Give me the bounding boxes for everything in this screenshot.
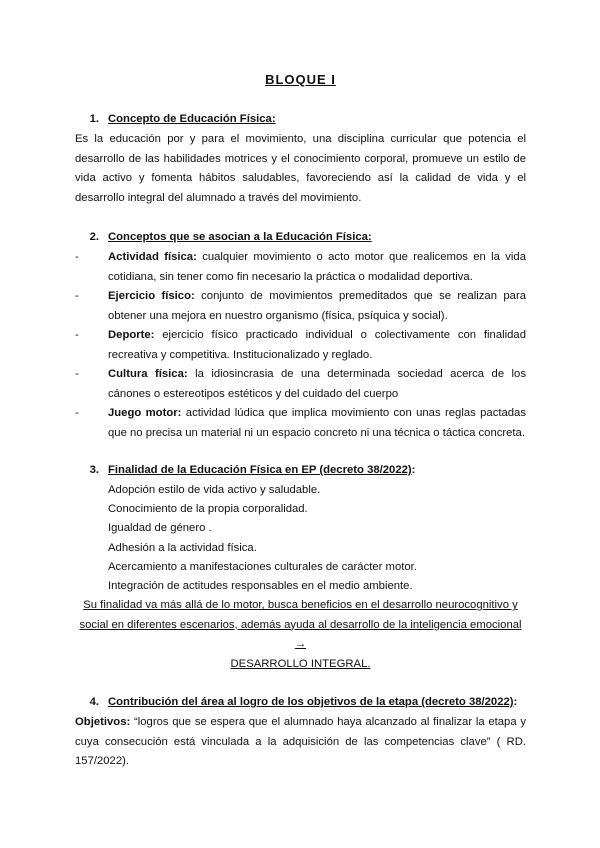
conclusion-line: social en diferentes escenarios, además ayuda al desarrollo de la inteligencia emocional → bbox=[79, 618, 522, 651]
section-number: 2. bbox=[89, 231, 99, 243]
list-item: Adopción estilo de vida activo y saludable. bbox=[108, 484, 321, 496]
section-title: Concepto de Educación Física: bbox=[108, 113, 276, 125]
list-item: Integración de actitudes responsables en el medio ambiente. bbox=[108, 580, 413, 593]
section-3-heading: 3. Finalidad de la Educación Física en EP (decreto 38/2022): bbox=[75, 461, 526, 480]
list-item: Acercamiento a manifestaciones culturales de carácter motor. bbox=[108, 560, 417, 573]
list-item: Conocimiento de la propia corporalidad. bbox=[108, 503, 308, 516]
section-4-heading: 4. Contribución del área al logro de los objetivos de la etapa (decreto 38/2022): bbox=[75, 693, 526, 712]
aims-list bbox=[75, 481, 526, 596]
document-page bbox=[75, 0, 526, 772]
list-item: - Ejercicio físico: conjunto de movimientos premeditados que se realizan para obtener una mejora en nuestro organismo (física, psíquica y social). bbox=[75, 290, 526, 322]
section-title: Finalidad de la Educación Física en EP (decreto 38/2022) bbox=[108, 464, 412, 476]
section-2-heading bbox=[75, 228, 526, 247]
list-item: Igualdad de género . bbox=[108, 522, 212, 535]
objectives-paragraph: Objetivos: “logros que se espera que el alumnado haya alcanzado al finalizar la etapa y cuya consecución está vinculada a la adquisición de las competencias clave” ( RD. 157/2022). bbox=[75, 716, 526, 768]
list-item: - Actividad física: cualquier movimiento o acto motor que realicemos en la vida cotidiana, sin tener como fin necesario la práctica o modalidad deportiva. bbox=[75, 251, 526, 283]
list-item: - Juego motor: actividad lúdica que implica movimiento con unas reglas pactadas que no precisa un material ni un espacio concreto ni una técnica o táctica concreta. bbox=[75, 407, 526, 439]
section-1 bbox=[75, 110, 526, 208]
section-number: 4. bbox=[89, 696, 99, 709]
section-3 bbox=[75, 461, 526, 674]
list-item: - Cultura física: la idiosincrasia de una determinada sociedad acerca de los cánones o estereotipos estéticos y del cuidado del cuerpo bbox=[75, 368, 526, 400]
section-title: Contribución del área al logro de los objetivos de la etapa (decreto 38/2022) bbox=[108, 696, 514, 709]
section-title: Conceptos que se asocian a la Educación Física: bbox=[108, 231, 372, 243]
section-1-heading bbox=[75, 110, 526, 129]
section-number: 1. bbox=[89, 113, 99, 125]
section-4 bbox=[75, 693, 526, 772]
section-2 bbox=[75, 228, 526, 443]
concept-list bbox=[75, 248, 526, 443]
list-item: - Deporte: ejercicio físico practicado individual o colectivamente con finalidad recreativa y competitiva. Institucionalizado y reglado. bbox=[75, 329, 526, 361]
conclusion-line: DESARROLLO INTEGRAL. bbox=[230, 657, 371, 670]
section-number: 3. bbox=[89, 464, 99, 476]
conclusion-line: Su finalidad va más allá de lo motor, busca beneficios en el desarrollo neurocognitivo y bbox=[83, 599, 518, 612]
definition-paragraph: Es la educación por y para el movimiento, una disciplina curricular que potencia el desarrollo de las habilidades motrices y el conocimiento corporal, promueve un estilo de vida activo y fomenta hábitos saludables, favoreciendo así la calidad de vida y el desarrollo integral del alumnado a través del movimiento. bbox=[75, 133, 526, 204]
conclusion bbox=[75, 596, 526, 674]
page-title: BLOQUE I bbox=[265, 72, 336, 87]
list-item: Adhesión a la actividad física. bbox=[108, 541, 257, 554]
